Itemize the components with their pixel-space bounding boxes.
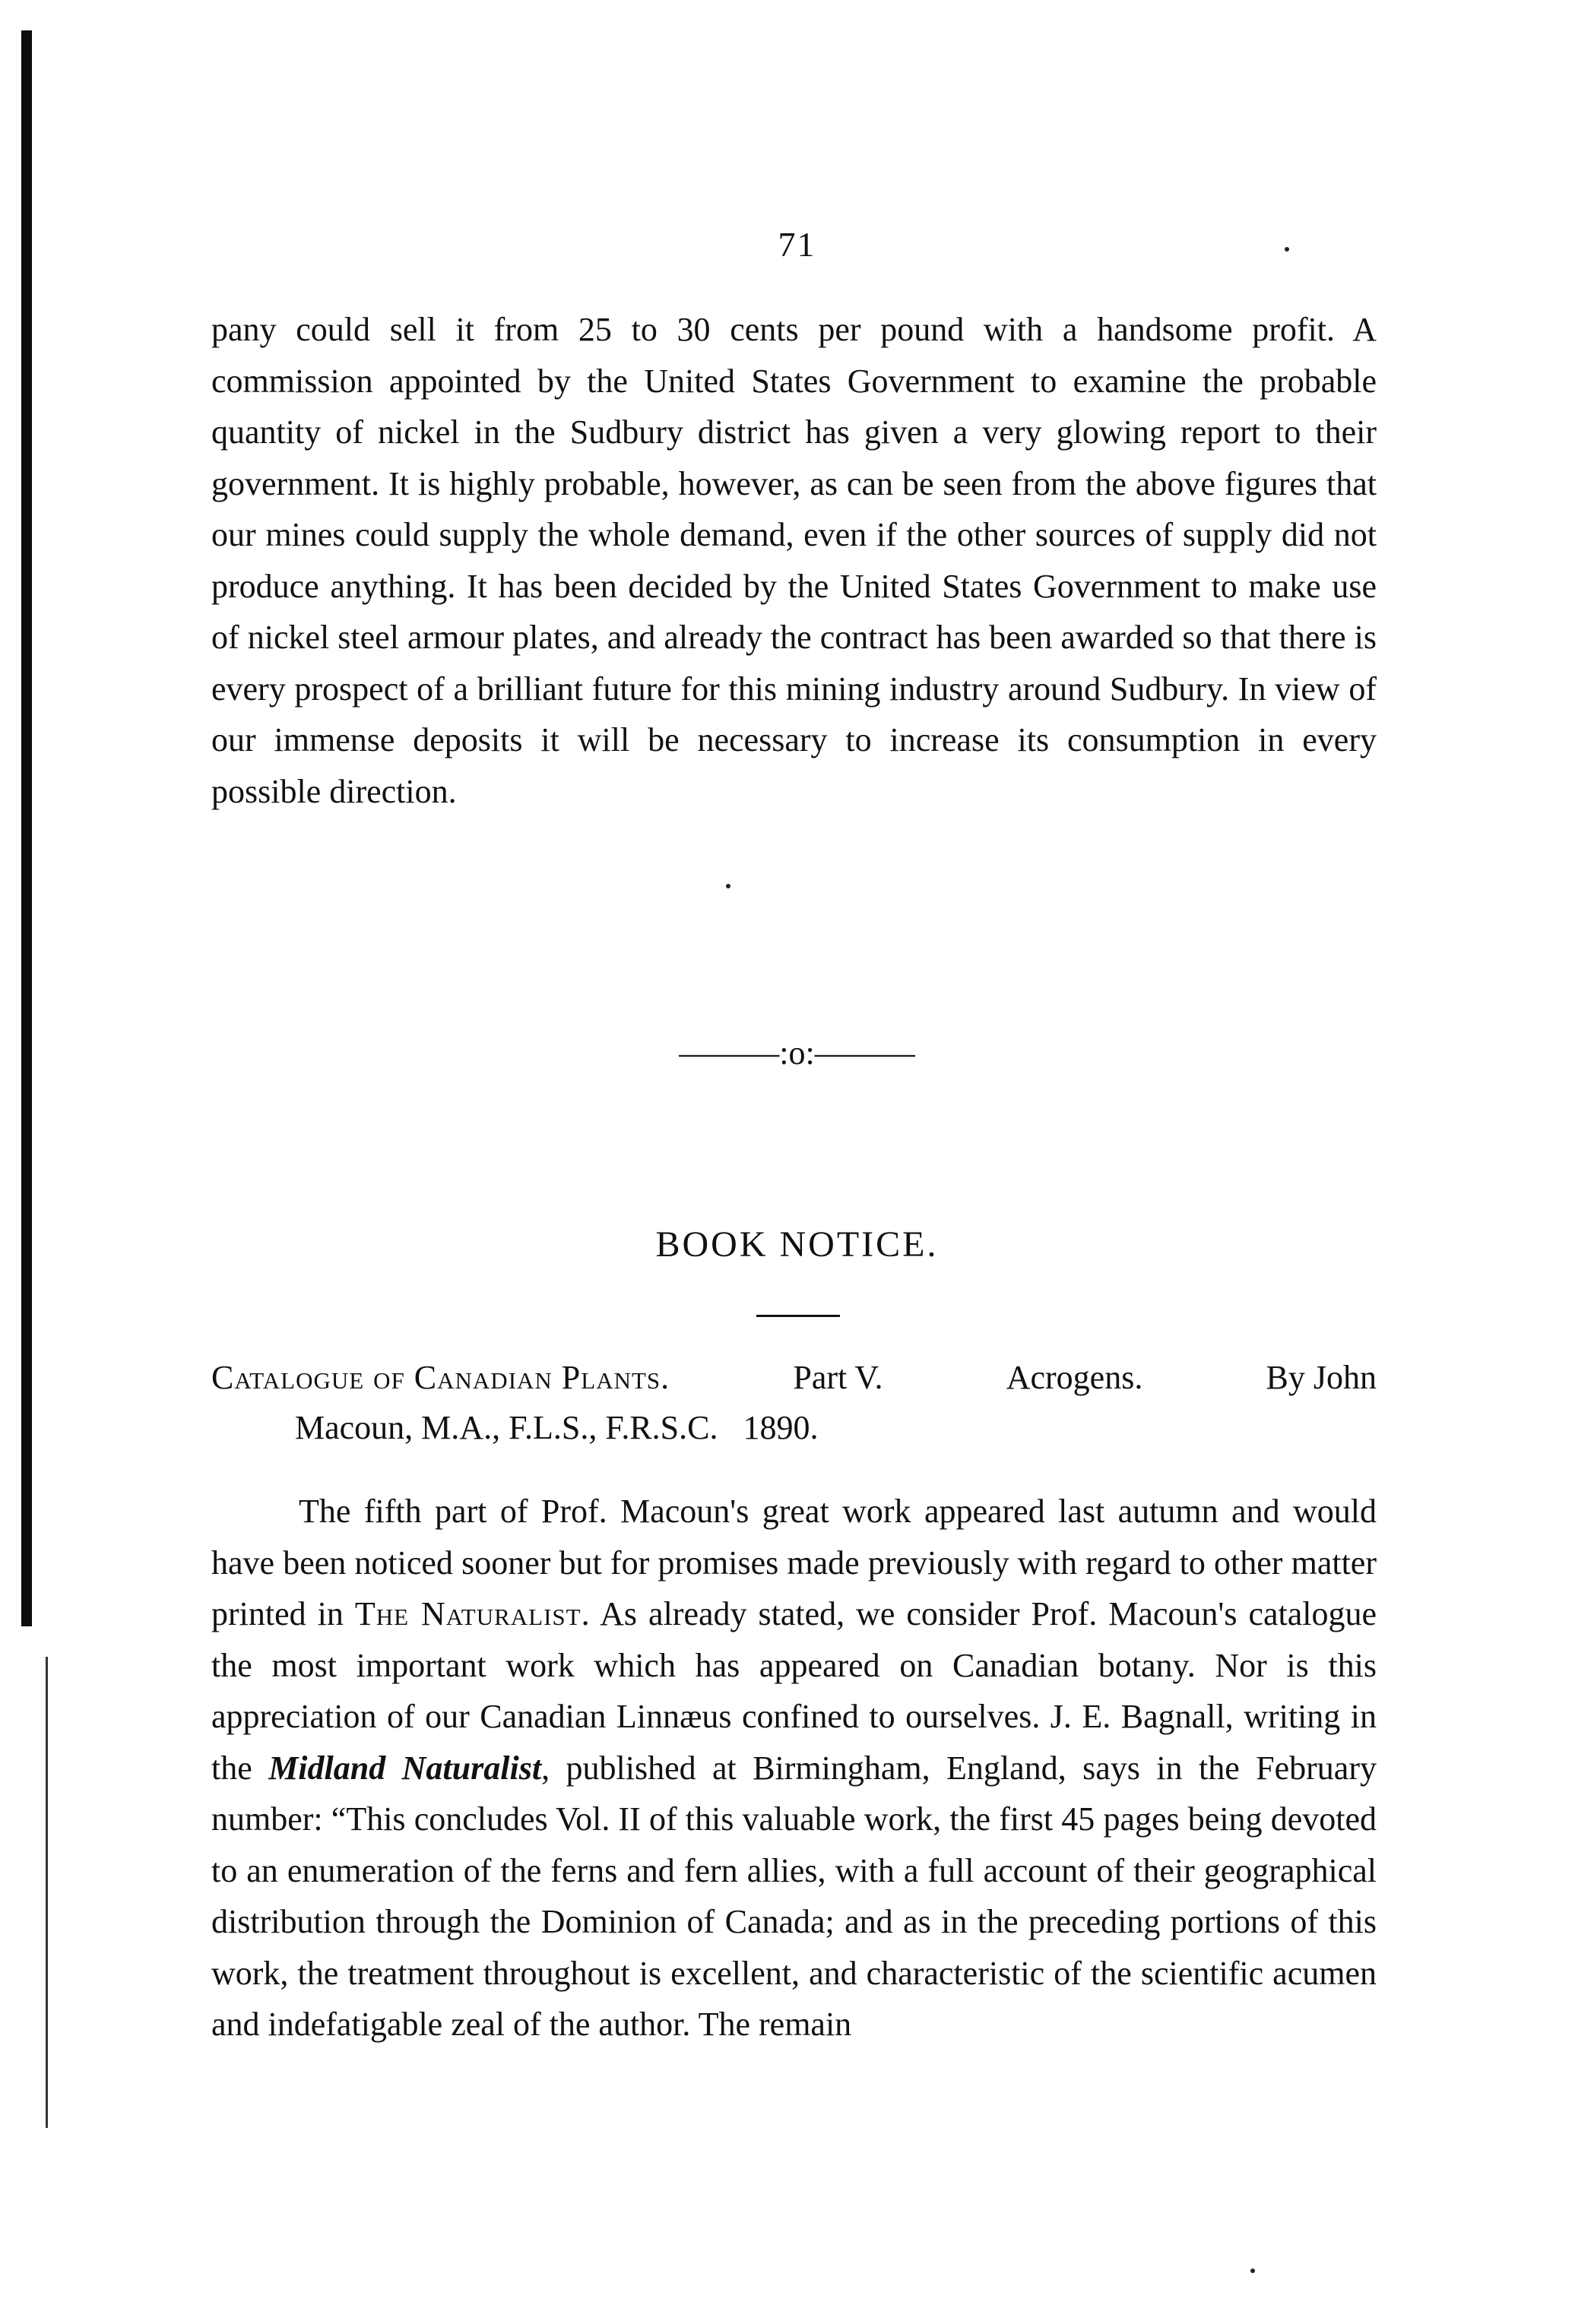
paragraph-continuation: pany could sell it from 25 to 30 cents per pound with a handsome profit. A commission appointed by the United States Government to examine the probable quantity of nickel in the Sudbury district has given a very glowing report to their government. It is highly probable, however, as can be seen from the above figures that our mines could supply the whole demand, even if the other sources of supply did not produce anything. It has been decided by the United States Government to make use of nickel steel armour plates, and already the contract has been awarded so that there is every prospect of a brilliant future for this mining industry around Sudbury. In view of our immense deposits it will be necessary to increase its consumption in every possible direction. [211, 311, 1377, 810]
book-citation [211, 1353, 1377, 1453]
review-cited-journal: Midland Naturalist [268, 1749, 542, 1787]
heading-rule [756, 1315, 840, 1317]
ink-speck [1250, 2269, 1255, 2273]
citation-year: 1890. [743, 1409, 819, 1446]
citation-part: Part V. [793, 1359, 883, 1396]
section-heading: BOOK NOTICE. [655, 1224, 939, 1265]
citation-subject: Acrogens. [1006, 1359, 1143, 1396]
citation-by: By John [1266, 1359, 1377, 1396]
page-binding-edge-lower [46, 1657, 48, 2128]
review-text-mid: As already stated, we consider Prof. Macoun's catalogue the most important work which has appeared on Canadian botany. Nor is this appreciation of our Canadian Linnæus confined to ourselves. J. E. Bagnall, writing in the [211, 1595, 1377, 1787]
section-divider: ———:o:——— [679, 1034, 915, 1072]
ink-speck [726, 884, 730, 888]
page-binding-edge [21, 30, 32, 1626]
citation-title: Catalogue of Canadian Plants. [211, 1359, 670, 1396]
citation-author: Macoun, M.A., F.L.S., F.R.S.C. [295, 1409, 718, 1446]
page-number: 71 [778, 225, 816, 264]
review-text-after: , published at Birmingham, England, says in the February number: “This concludes Vol. II of this valuable work, the first 45 pages being devoted to an enumeration of the ferns and fern allies, with a full account of their geographical distribution through the Dominion of Canada; and as in the preceding portions of this work, the treatment throughout is excellent, and characteristic of the scientific acumen and indefatigable zeal of the author. The remain [211, 1749, 1377, 2043]
review-journal-name: The Naturalist. [354, 1595, 591, 1632]
review-text-before: The fifth part of Prof. Macoun's great work appeared last autumn and would have been noticed sooner but for promises made previously with regard to other matter printed in [211, 1493, 1377, 1632]
review-paragraph [211, 1486, 1377, 2050]
